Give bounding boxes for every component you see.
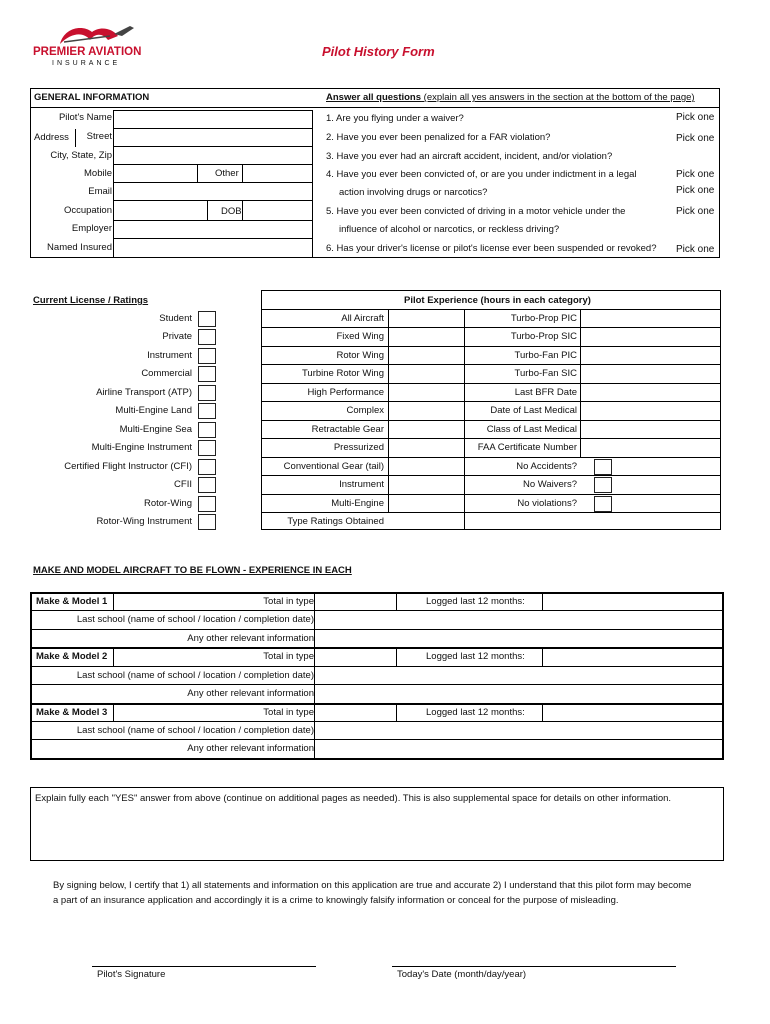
employer-label: Employer — [71, 223, 112, 234]
street-label: Street — [86, 131, 112, 142]
exp-row-divider — [464, 475, 721, 476]
question-1: 1. Are you flying under a waiver? — [326, 113, 464, 124]
exp-right-checkbox[interactable] — [594, 459, 612, 475]
exp-right-input[interactable] — [581, 402, 720, 418]
logged-12-months-label: Logged last 12 months: — [426, 706, 525, 718]
questions-heading-bold: Answer all questions — [326, 92, 422, 103]
aircraft-row-divider — [30, 739, 724, 740]
other-info-input[interactable] — [315, 686, 720, 701]
aircraft-row-divider — [30, 684, 724, 685]
total-in-type-input[interactable] — [315, 705, 395, 720]
occupation-field[interactable] — [113, 200, 208, 221]
license-label: Multi-Engine Land — [115, 405, 192, 417]
other-info-label: Any other relevant information — [187, 743, 314, 755]
make-model-label: Make & Model 1 — [36, 596, 108, 607]
exp-row-divider — [464, 512, 721, 513]
exp-left-input[interactable] — [389, 458, 464, 474]
exp-right-label: Class of Last Medical — [486, 423, 577, 435]
license-label: Multi-Engine Instrument — [91, 442, 192, 454]
date-signature-label: Today's Date (month/day/year) — [397, 969, 527, 980]
question-5-answer[interactable]: Pick one — [676, 206, 715, 217]
exp-row-divider — [464, 494, 721, 495]
exp-right-input[interactable] — [581, 421, 720, 437]
certify-line-2: a part of an insurance application and accordingly it is a crime to knowingly falsify information or conceal for the purpose of misleading. — [53, 895, 619, 906]
question-2: 2. Have you ever been penalized for a FAR violation? — [326, 132, 551, 143]
exp-left-label: High Performance — [307, 386, 384, 398]
exp-left-label: Type Ratings Obtained — [287, 515, 384, 527]
exp-left-label: Instrument — [339, 479, 384, 491]
exp-left-input[interactable] — [389, 328, 464, 344]
exp-left-label: Multi-Engine — [331, 497, 384, 509]
logged-12-months-input[interactable] — [543, 705, 721, 720]
exp-right-input[interactable] — [581, 328, 720, 344]
make-model-label: Make & Model 3 — [36, 706, 108, 718]
exp-right-input[interactable] — [581, 310, 720, 326]
exp-left-label: Retractable Gear — [311, 423, 384, 435]
license-checkbox[interactable] — [198, 459, 216, 475]
aircraft-row-divider — [30, 610, 724, 611]
total-in-type-label: Total in type — [263, 596, 314, 607]
license-checkbox[interactable] — [198, 403, 216, 419]
exp-left-input[interactable] — [389, 310, 464, 326]
logged-12-months-input[interactable] — [543, 594, 721, 609]
exp-right-divider — [580, 309, 581, 457]
airplane-logo-icon — [30, 20, 140, 48]
license-checkbox[interactable] — [198, 440, 216, 456]
experience-heading: Pilot Experience (hours in each category) — [404, 295, 591, 306]
brand-name: PREMIER AVIATION — [33, 46, 142, 58]
exp-left-input[interactable] — [389, 495, 464, 511]
exp-right-checkbox[interactable] — [594, 477, 612, 493]
general-heading: GENERAL INFORMATION — [34, 92, 150, 103]
total-in-type-input[interactable] — [315, 649, 395, 664]
exp-left-label: Pressurized — [333, 442, 384, 454]
pilot-name-field[interactable] — [113, 110, 313, 129]
certify-line-1: By signing below, I certify that 1) all statements and information on this application are true and accurate 2) I understand that this pilot form may become — [53, 880, 692, 891]
question-4: 4. Have you ever been convicted of, or are you under indictment in a legal — [326, 169, 637, 180]
email-label: Email — [88, 186, 112, 197]
occupation-label: Occupation — [63, 205, 112, 216]
exp-left-input[interactable] — [389, 476, 464, 492]
mobile-field[interactable] — [113, 164, 198, 183]
exp-right-input[interactable] — [581, 365, 720, 381]
other-phone-label: Other — [215, 168, 239, 179]
mobile-label: Mobile — [84, 168, 112, 179]
aircraft-heading: MAKE AND MODEL AIRCRAFT TO BE FLOWN - EXPERIENCE IN EACH — [33, 565, 352, 576]
question-6: 6. Has your driver's license or pilot's license ever been suspended or revoked? — [326, 243, 657, 254]
license-checkbox[interactable] — [198, 385, 216, 401]
exp-right-label: Last BFR Date — [514, 386, 577, 398]
explain-text: Explain fully each "YES" answer from above (continue on additional pages as needed). This is also supplemental space for details on other information. — [35, 793, 672, 804]
questions-heading — [326, 93, 695, 103]
other-info-label: Any other relevant information — [187, 688, 314, 700]
question-2-answer[interactable]: Pick one — [676, 133, 715, 144]
exp-left-label: Complex — [346, 405, 384, 417]
last-school-label: Last school (name of school / location / completion date) — [76, 669, 314, 681]
total-in-type-input[interactable] — [315, 594, 395, 609]
license-checkbox[interactable] — [198, 311, 216, 327]
question-3: 3. Have you ever had an aircraft accident, incident, and/or violation? — [326, 151, 613, 162]
exp-left-input[interactable] — [389, 347, 464, 363]
exp-left-label: Rotor Wing — [336, 349, 384, 361]
license-checkbox[interactable] — [198, 477, 216, 493]
city-label: City, State, Zip — [50, 150, 112, 161]
exp-left-input[interactable] — [389, 402, 464, 418]
license-label: Airline Transport (ATP) — [96, 386, 192, 398]
pilot-signature-label: Pilot's Signature — [97, 969, 166, 980]
exp-right-label: No violations? — [517, 497, 577, 509]
other-phone-field[interactable] — [242, 164, 313, 183]
make-model-input[interactable] — [114, 594, 254, 609]
exp-right-input[interactable] — [581, 384, 720, 400]
questions-heading-rest: (explain all yes answers in the section at the bottom of the page) — [421, 92, 695, 103]
question-1-answer[interactable]: Pick one — [676, 112, 715, 123]
form-title: Pilot History Form — [322, 44, 435, 59]
exp-right-label: Turbo-Prop SIC — [510, 331, 577, 343]
aircraft-row-divider — [30, 721, 724, 722]
total-in-type-label: Total in type — [263, 706, 314, 718]
exp-left-input[interactable] — [389, 439, 464, 455]
license-label: Rotor-Wing Instrument — [96, 515, 192, 527]
email-field[interactable] — [113, 182, 313, 201]
logged-12-months-label: Logged last 12 months: — [426, 596, 525, 607]
exp-right-label: Date of Last Medical — [490, 405, 577, 417]
license-checkbox[interactable] — [198, 348, 216, 364]
exp-right-label: FAA Certificate Number — [477, 442, 577, 454]
exp-right-label: Turbo-Fan SIC — [514, 368, 577, 380]
question-3-answer[interactable]: Pick one — [676, 169, 715, 180]
make-model-input[interactable] — [114, 705, 254, 720]
aircraft-cell-divider — [396, 704, 397, 721]
license-label: Private — [162, 331, 192, 343]
license-checkbox[interactable] — [198, 366, 216, 382]
exp-right-label: No Accidents? — [516, 460, 577, 472]
exp-right-checkbox[interactable] — [594, 496, 612, 512]
last-school-label: Last school (name of school / location / completion date) — [76, 725, 314, 736]
question-6-answer[interactable]: Pick one — [676, 244, 715, 255]
license-checkbox[interactable] — [198, 514, 216, 530]
named-insured-field[interactable] — [113, 238, 313, 258]
aircraft-row-divider — [30, 629, 724, 630]
other-info-label: Any other relevant information — [187, 632, 314, 644]
license-checkbox[interactable] — [198, 329, 216, 345]
exp-right-input[interactable] — [581, 439, 720, 455]
exp-left-label: Fixed Wing — [336, 331, 384, 343]
exp-left-input[interactable] — [389, 365, 464, 381]
license-label: Student — [159, 313, 192, 324]
license-checkbox[interactable] — [198, 422, 216, 438]
company-logo — [30, 20, 140, 66]
street-field[interactable] — [113, 128, 313, 147]
pilot-signature-line[interactable] — [92, 966, 316, 967]
date-signature-line[interactable] — [392, 966, 676, 967]
brand-subtitle: INSURANCE — [52, 60, 121, 67]
last-school-input[interactable] — [315, 723, 720, 738]
dob-label: DOB — [221, 206, 242, 217]
exp-left-label: Conventional Gear (tail) — [283, 460, 384, 472]
dob-field[interactable] — [242, 200, 313, 221]
exp-right-label: Turbo-Fan PIC — [514, 349, 577, 361]
last-school-input[interactable] — [315, 668, 720, 683]
license-label: Certified Flight Instructor (CFI) — [64, 460, 192, 472]
exp-left-input[interactable] — [389, 421, 464, 437]
logged-12-months-input[interactable] — [543, 649, 721, 664]
license-label: Instrument — [147, 349, 192, 361]
other-info-input[interactable] — [315, 631, 720, 646]
license-label: Rotor-Wing — [143, 497, 192, 509]
named-insured-label: Named Insured — [47, 242, 112, 253]
exp-row-divider — [464, 457, 721, 458]
total-in-type-label: Total in type — [263, 651, 314, 663]
city-field[interactable] — [113, 146, 313, 165]
logged-12-months-label: Logged last 12 months: — [426, 651, 525, 663]
employer-field[interactable] — [113, 220, 313, 239]
make-model-input[interactable] — [114, 649, 254, 664]
other-info-input[interactable] — [315, 741, 720, 756]
exp-right-label: Turbo-Prop PIC — [510, 313, 577, 324]
question-4-answer[interactable]: Pick one — [676, 185, 715, 196]
aircraft-cell-divider — [396, 593, 397, 610]
last-school-input[interactable] — [315, 612, 720, 627]
license-label: CFII — [174, 479, 192, 491]
address-label: Address — [34, 132, 69, 143]
license-label: Multi-Engine Sea — [119, 423, 192, 435]
license-checkbox[interactable] — [198, 496, 216, 512]
aircraft-cell-divider — [396, 648, 397, 665]
make-model-label: Make & Model 2 — [36, 651, 108, 663]
license-label: Commercial — [141, 368, 192, 380]
question-5: 5. Have you ever been convicted of driving in a motor vehicle under the — [326, 206, 626, 217]
exp-left-label: All Aircraft — [341, 313, 384, 324]
exp-right-label: No Waivers? — [522, 479, 577, 491]
exp-left-label: Turbine Rotor Wing — [301, 368, 384, 380]
question-5-cont: influence of alcohol or narcotics, or reckless driving? — [339, 224, 560, 235]
question-4-cont: action involving drugs or narcotics? — [339, 187, 488, 198]
last-school-label: Last school (name of school / location / completion date) — [76, 614, 314, 626]
type-ratings-input[interactable] — [389, 513, 464, 529]
pilot-name-label: Pilot's Name — [58, 112, 112, 123]
license-heading: Current License / Ratings — [33, 295, 149, 306]
exp-left-input[interactable] — [389, 384, 464, 400]
aircraft-row-divider — [30, 666, 724, 667]
exp-right-input[interactable] — [581, 347, 720, 363]
